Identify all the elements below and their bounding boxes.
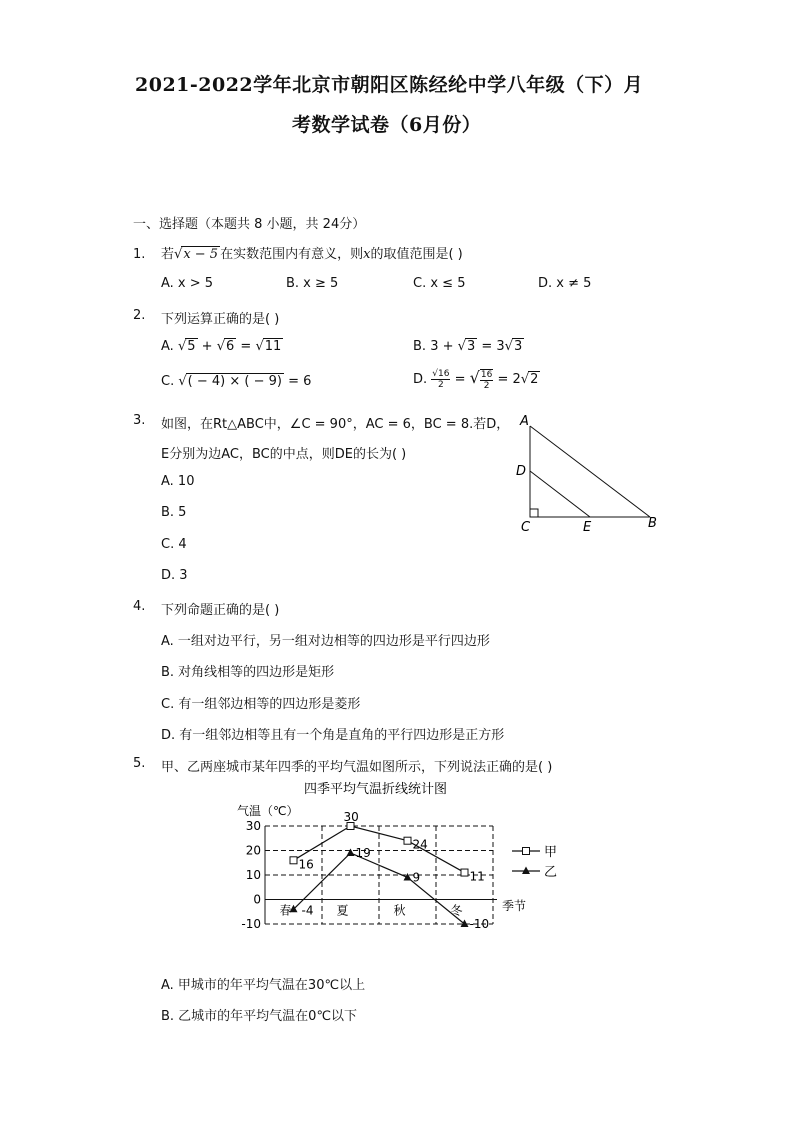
data-label: -10 xyxy=(469,917,490,931)
q2-option-c: C. √( − 4) × ( − 9) = 6 xyxy=(161,374,312,389)
q2-option-d: D. $\frac{√16}{2}$ = √ $\frac{16}{2}$ = 2√2 xyxy=(413,368,539,391)
q3-option-d: D. 3 xyxy=(161,568,188,583)
data-label: 11 xyxy=(469,869,485,884)
q1-option-d: D. x ≠ 5 xyxy=(538,276,592,291)
point-marker xyxy=(347,848,355,856)
q2-stem: 下列运算正确的是( ) xyxy=(161,312,280,327)
legend-label: 甲 xyxy=(544,845,558,860)
x-tick-label: 春 xyxy=(279,903,292,918)
q4-option-b: B. 对角线相等的四边形是矩形 xyxy=(161,665,335,680)
triangle-figure xyxy=(510,410,670,540)
q1-option-a: A. x > 5 xyxy=(161,276,214,291)
q3-option-b: B. 5 xyxy=(161,505,187,520)
point-marker xyxy=(404,837,411,844)
label-c: C xyxy=(521,520,531,535)
legend-marker xyxy=(523,848,530,855)
y-tick-label: 10 xyxy=(245,868,261,882)
data-label: 16 xyxy=(298,857,314,872)
data-label: 9 xyxy=(412,870,421,885)
side-ab xyxy=(530,426,650,517)
y-tick-label: -10 xyxy=(241,917,261,931)
data-label: 24 xyxy=(412,837,428,852)
legend-marker xyxy=(522,867,530,875)
point-marker xyxy=(461,920,469,928)
point-marker xyxy=(461,869,468,876)
label-b: B xyxy=(648,516,657,531)
y-tick-label: 20 xyxy=(245,843,261,858)
q4-option-c: C. 有一组邻边相等的四边形是菱形 xyxy=(161,697,361,712)
data-label: -4 xyxy=(301,903,314,918)
q4-option-a: A. 一组对边平行，另一组对边相等的四边形是平行四边形 xyxy=(161,634,490,649)
chart-ylabel: 气温（℃） xyxy=(237,804,299,818)
x-tick-label: 秋 xyxy=(393,903,406,918)
chart-xlabel: 季节 xyxy=(502,899,527,913)
chart-legend xyxy=(512,845,557,880)
label-d: D xyxy=(516,464,527,479)
x-tick-label: 冬 xyxy=(450,903,463,918)
section-heading: 一、选择题（本题共 8 小题，共 24分） xyxy=(133,217,366,232)
data-label: 30 xyxy=(343,810,359,824)
label-a: A xyxy=(520,414,529,429)
q3-stem-line1: 如图，在Rt△ABC中，∠C = 90°，AC = 6，BC = 8.若D， xyxy=(161,417,510,432)
segment-de xyxy=(530,471,590,517)
q3-number: 3. xyxy=(133,413,146,428)
temperature-line-chart xyxy=(225,775,570,940)
q2-option-b: B. 3 + √3 = 3√3 xyxy=(413,339,523,354)
q5-stem: 甲、乙两座城市某年四季的平均气温如图所示，下列说法正确的是( ) xyxy=(161,760,553,775)
q3-stem-line2: E分别为边AC，BC的中点，则DE的长为( ) xyxy=(161,447,407,462)
point-marker xyxy=(290,857,297,864)
title-line-2: 考数学试卷（6月份） xyxy=(292,114,482,136)
chart-title: 四季平均气温折线统计图 xyxy=(304,782,448,797)
q3-option-c: C. 4 xyxy=(161,537,187,552)
q1-number: 1. xyxy=(133,247,146,262)
q1-stem: 若√x − 5 在实数范围内有意义，则x的取值范围是( ) xyxy=(161,247,463,262)
y-tick-label: 0 xyxy=(253,892,261,907)
title-line-1: 2021-2022学年北京市朝阳区陈经纶中学八年级（下）月 xyxy=(135,74,644,96)
legend-label: 乙 xyxy=(544,865,558,880)
q5-option-a: A. 甲城市的年平均气温在30℃以上 xyxy=(161,978,366,993)
q1-option-c: C. x ≤ 5 xyxy=(413,276,466,291)
q5-number: 5. xyxy=(133,756,146,771)
data-label: 19 xyxy=(355,845,371,860)
q3-option-a: A. 10 xyxy=(161,474,195,489)
q2-option-a: A. √5 + √6 = √11 xyxy=(161,339,282,354)
q4-stem: 下列命题正确的是( ) xyxy=(161,603,280,618)
q1-option-b: B. x ≥ 5 xyxy=(286,276,339,291)
q1-radicand: x − 5 xyxy=(183,247,219,262)
series-line-1 xyxy=(294,853,465,924)
right-angle-mark xyxy=(530,509,538,517)
x-tick-label: 夏 xyxy=(336,903,349,918)
label-e: E xyxy=(583,520,592,535)
q2-number: 2. xyxy=(133,308,146,323)
q5-option-b: B. 乙城市的年平均气温在0℃以下 xyxy=(161,1009,358,1024)
q4-option-d: D. 有一组邻边相等且有一个角是直角的平行四边形是正方形 xyxy=(161,728,505,743)
y-tick-label: 30 xyxy=(245,819,261,833)
q4-number: 4. xyxy=(133,599,146,614)
